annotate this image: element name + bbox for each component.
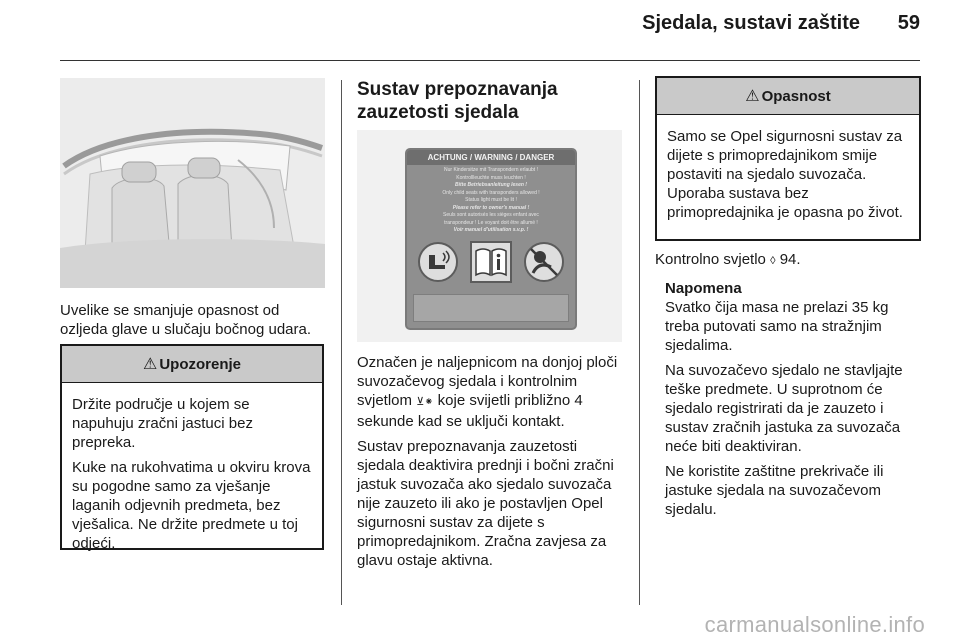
warning-triangle-icon: ⚠ <box>745 88 760 105</box>
manual-book-icon <box>470 241 512 283</box>
page-reference-link[interactable]: 94. <box>779 251 801 268</box>
label-line: Kontrollleuchte muss leuchten ! <box>456 174 526 181</box>
page-reference-arrow-icon: ◊ <box>770 255 776 267</box>
column-divider-1 <box>341 80 342 605</box>
label-icon-row <box>407 237 575 287</box>
label-description: Označen je naljepnicom na donjoj ploči suvozačevog sjedala i kontrolnim svjetlom ⊻⁕ koje svijetli približno 4 sekunde kad se uključi kontakt. <box>357 354 618 430</box>
warning-box <box>60 344 324 550</box>
airbag-off-indicator-icon: ⊻⁕ <box>416 396 434 408</box>
curtain-airbag-illustration <box>60 78 325 288</box>
airbag-child-prohibited-icon <box>523 241 565 283</box>
warning-box-title: Upozorenje <box>159 355 242 373</box>
page-title: Sjedala, sustavi zaštite <box>642 12 860 34</box>
car-interior-drawing <box>60 78 325 288</box>
child-seat-transponder-icon <box>417 241 459 283</box>
page-number: 59 <box>897 12 920 34</box>
warning-triangle-icon: ⚠ <box>142 356 158 373</box>
label-line: Please refer to owner's manual ! <box>452 204 530 211</box>
label-line: Voir manuel d'utilisation s.v.p. ! <box>453 227 529 233</box>
airbag-warning-label-figure <box>357 130 622 342</box>
warning-label-sticker <box>405 148 577 330</box>
warning-box-header <box>62 346 322 383</box>
column-3-text <box>655 250 925 525</box>
label-line: Bitte Betriebsanleitung lesen ! <box>455 182 527 188</box>
cross-reference: Kontrolno svjetlo ◊ 94. <box>655 251 801 268</box>
danger-box-header <box>657 78 919 115</box>
warning-box-body <box>62 383 322 567</box>
system-description: Sustav prepoznavanja zauzetosti sjedala deaktivira prednji i bočni zračni jastuk suvozača ako sjedalo suvozača nije zauzeto ili ako je postavljen Opel sigurnosni sustav za dijete s primopredajnikom. Zračna zavjesa za glavu ostaje aktivna. <box>357 438 614 569</box>
note-paragraph: Svatko čija masa ne prelazi 35 kg treba putovati samo na stražnjim sjedalima. <box>665 299 889 354</box>
column-divider-2 <box>639 80 640 605</box>
warning-paragraph: Kuke na rukohvatima u okviru krova su pogodne samo za vješanje laganih odjevnih predmeta, bez vješalica. Ne držite predmete u toj odjeći. <box>72 459 311 552</box>
label-line: Seuls sont autorisés les sièges enfant avec <box>443 212 539 218</box>
danger-box-body <box>657 115 919 236</box>
label-bottom-strip <box>413 294 569 322</box>
label-line: Only child seats with transponders allowed ! <box>442 189 540 196</box>
danger-box-title: Opasnost <box>761 87 831 105</box>
warning-paragraph: Držite područje u kojem se napuhuju zračni jastuci bez prepreka. <box>72 396 253 451</box>
label-text-block <box>407 165 575 237</box>
label-line: transpondeur ! Le voyant doit être allumé ! <box>444 219 538 226</box>
figure-caption: Uvelike se smanjuje opasnost od ozljeda glave u slučaju bočnog udara. <box>60 302 312 338</box>
section-heading: Sustav prepoznavanja zauzetosti sjedala <box>357 79 558 123</box>
column-2-text <box>357 353 625 576</box>
note-paragraph: Na suvozačevo sjedalo ne stavljajte teške predmete. U suprotnom će sjedalo registrirati da je zauzeto i sustav zračnih jastuka za suvozača neće biti deaktiviran. <box>665 362 903 455</box>
danger-text: Samo se Opel sigurnosni sustav za dijete s primopredajnikom smije postaviti na sjedalo suvozača. Uporaba sustava bez primopredajnika je opasna po život. <box>667 128 903 221</box>
note-block <box>655 279 925 519</box>
label-line: Nur Kindersitze mit Transpondern erlaubt ! <box>444 167 538 173</box>
note-label: Napomena <box>665 280 742 297</box>
column-1-text <box>60 301 330 345</box>
header-rule <box>60 60 920 61</box>
label-title: ACHTUNG / WARNING / DANGER <box>407 150 575 165</box>
watermark: carmanualsonline.info <box>704 612 925 637</box>
danger-box <box>655 76 921 241</box>
note-paragraph: Ne koristite zaštitne prekrivače ili jastuke sjedala na suvozačevom sjedalu. <box>665 463 884 518</box>
label-line: Status light must be lit ! <box>465 197 517 203</box>
